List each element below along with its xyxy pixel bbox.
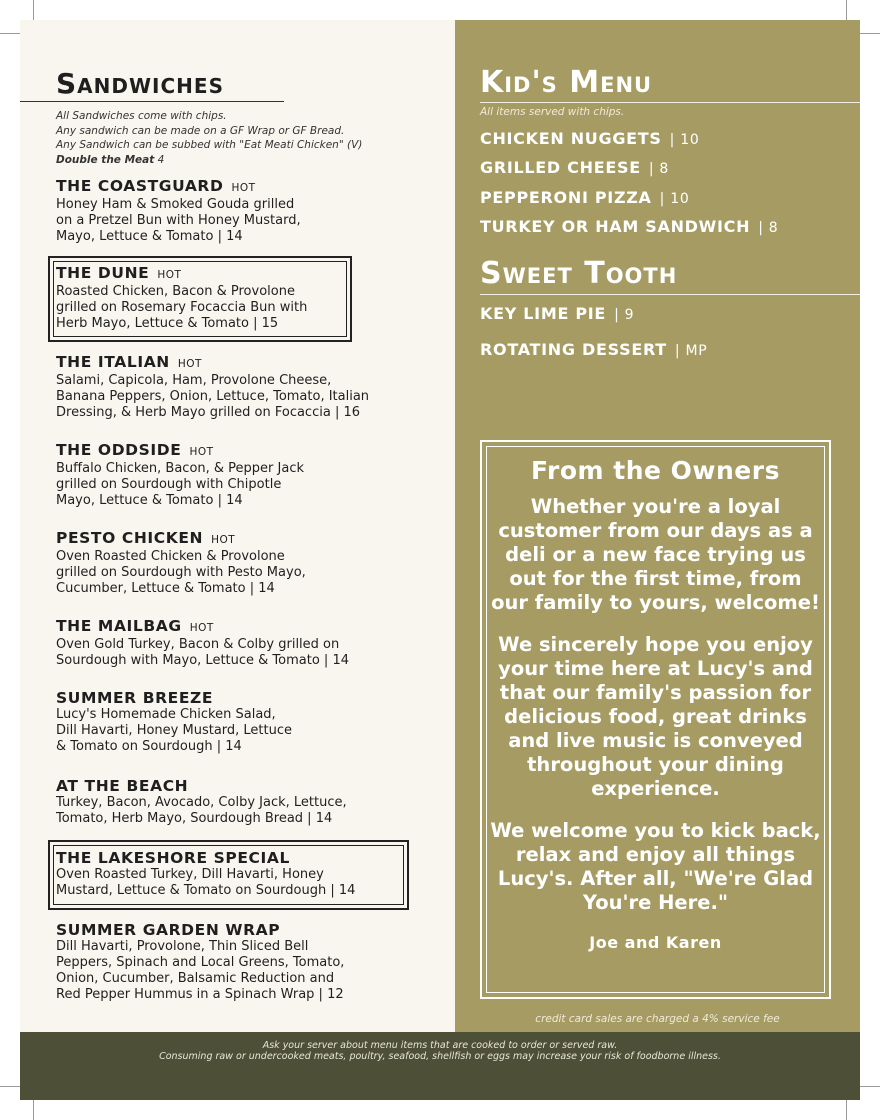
dessert-name: ROTATING DESSERT bbox=[480, 340, 667, 359]
item-name: THE MAILBAG bbox=[56, 617, 182, 635]
menu-item-coastguard bbox=[56, 177, 301, 245]
dessert-item bbox=[480, 304, 634, 323]
note-line: All Sandwiches come with chips. bbox=[56, 110, 227, 122]
kids-menu-title: Kid's Menu bbox=[480, 65, 653, 100]
desc-line: Oven Roasted Turkey, Dill Havarti, Honey bbox=[56, 867, 324, 882]
sweet-tooth-title: Sweet Tooth bbox=[480, 256, 678, 291]
desc-line: Banana Peppers, Onion, Lettuce, Tomato, Italian bbox=[56, 389, 370, 404]
hot-tag: HOT bbox=[211, 534, 236, 546]
dessert-name: KEY LIME PIE bbox=[480, 304, 607, 323]
desc-line: Dill Havarti, Provolone, Thin Sliced Bell bbox=[56, 939, 309, 954]
desc-line: Peppers, Spinach and Local Greens, Tomato, bbox=[56, 955, 345, 970]
menu-item-lakeshore-special bbox=[56, 849, 355, 899]
kids-item bbox=[480, 188, 689, 207]
item-desc bbox=[56, 461, 304, 509]
desc-line: Dressing, & Herb Mayo grilled on Focaccia | 16 bbox=[56, 405, 360, 420]
item-name: THE ODDSIDE bbox=[56, 441, 182, 459]
kids-item-name: GRILLED CHEESE bbox=[480, 158, 641, 177]
sandwiches-notes bbox=[56, 109, 362, 167]
desc-line: Buffalo Chicken, Bacon, & Pepper Jack bbox=[56, 461, 305, 476]
item-desc bbox=[56, 867, 355, 899]
hot-tag: HOT bbox=[157, 269, 182, 281]
desc-line: grilled on Rosemary Focaccia Bun with bbox=[56, 300, 308, 315]
item-desc bbox=[56, 637, 349, 669]
menu-item-mailbag bbox=[56, 617, 349, 669]
crop-mark bbox=[33, 0, 34, 20]
dessert-price: | 9 bbox=[614, 307, 635, 323]
menu-item-summer-breeze bbox=[56, 689, 292, 755]
desc-line: Honey Ham & Smoked Gouda grilled bbox=[56, 197, 295, 212]
desc-line: Mayo, Lettuce & Tomato | 14 bbox=[56, 493, 243, 508]
right-panel bbox=[455, 20, 860, 1032]
owners-paragraph: We welcome you to kick back, relax and enjoy all things Lucy's. After all, "We're Glad You're Here." bbox=[490, 819, 821, 914]
sweet-divider bbox=[480, 294, 860, 295]
dessert-price: | MP bbox=[674, 343, 708, 359]
kids-divider bbox=[480, 102, 860, 103]
item-name: THE COASTGUARD bbox=[56, 177, 224, 195]
item-name: AT THE BEACH bbox=[56, 777, 189, 795]
desc-line: on a Pretzel Bun with Honey Mustard, bbox=[56, 213, 301, 228]
kids-item-name: PEPPERONI PIZZA bbox=[480, 188, 652, 207]
crop-mark bbox=[0, 1086, 20, 1087]
item-name: THE ITALIAN bbox=[56, 353, 170, 371]
crop-mark bbox=[860, 1086, 880, 1087]
kids-note: All items served with chips. bbox=[480, 106, 625, 118]
menu-item-dune bbox=[56, 264, 307, 332]
hot-tag: HOT bbox=[189, 446, 214, 458]
double-meat-note bbox=[56, 153, 362, 168]
item-desc bbox=[56, 549, 306, 597]
crop-mark bbox=[846, 1100, 847, 1120]
kids-item-price: | 8 bbox=[758, 220, 779, 236]
hot-tag: HOT bbox=[231, 182, 256, 194]
desc-line: grilled on Sourdough with Pesto Mayo, bbox=[56, 565, 306, 580]
item-desc bbox=[56, 939, 344, 1003]
kids-item bbox=[480, 158, 669, 177]
owners-title: From the Owners bbox=[531, 456, 780, 485]
kids-item-name: CHICKEN NUGGETS bbox=[480, 129, 662, 148]
item-desc bbox=[56, 373, 369, 421]
desc-line: Salami, Capicola, Ham, Provolone Cheese, bbox=[56, 373, 332, 388]
item-desc bbox=[56, 284, 307, 332]
kids-item bbox=[480, 129, 699, 148]
dessert-item bbox=[480, 340, 707, 359]
desc-line: Red Pepper Hummus in a Spinach Wrap | 12 bbox=[56, 987, 344, 1002]
item-desc bbox=[56, 707, 292, 755]
item-name: THE LAKESHORE SPECIAL bbox=[56, 849, 290, 867]
note-line: Any Sandwich can be subbed with "Eat Meati Chicken" (V) bbox=[56, 139, 363, 151]
menu-page bbox=[20, 20, 860, 1100]
desc-line: grilled on Sourdough with Chipotle bbox=[56, 477, 282, 492]
item-name: SUMMER GARDEN WRAP bbox=[56, 921, 281, 939]
sandwiches-title: Sandwiches bbox=[56, 67, 224, 100]
desc-line: Oven Gold Turkey, Bacon & Colby grilled on bbox=[56, 637, 340, 652]
note-line: Any sandwich can be made on a GF Wrap or GF Bread. bbox=[56, 124, 345, 137]
crop-mark bbox=[33, 1100, 34, 1120]
desc-line: Roasted Chicken, Bacon & Provolone bbox=[56, 284, 295, 299]
desc-line: Cucumber, Lettuce & Tomato | 14 bbox=[56, 581, 275, 596]
item-name: SUMMER BREEZE bbox=[56, 689, 214, 707]
desc-line: Mayo, Lettuce & Tomato | 14 bbox=[56, 229, 243, 244]
desc-line: Turkey, Bacon, Avocado, Colby Jack, Lettuce, bbox=[56, 795, 347, 810]
footer-disclaimer bbox=[20, 1032, 860, 1100]
crop-mark bbox=[860, 33, 880, 34]
disclaimer-line: Ask your server about menu items that are cooked to order or served raw. bbox=[262, 1040, 618, 1051]
kids-item-price: | 8 bbox=[648, 161, 670, 177]
double-meat-price: 4 bbox=[157, 153, 165, 166]
owners-paragraph: We sincerely hope you enjoy your time here at Lucy's and that our family's passion for delicious food, great drinks and live music is conveyed throughout your dining experience. bbox=[498, 633, 813, 800]
owners-paragraph: Whether you're a loyal customer from our days as a deli or a new face trying us out for the first time, from our family to yours, welcome! bbox=[491, 495, 820, 614]
sandwiches-panel bbox=[20, 20, 455, 1032]
desc-line: Dill Havarti, Honey Mustard, Lettuce bbox=[56, 723, 293, 738]
desc-line: Sourdough with Mayo, Lettuce & Tomato | 14 bbox=[56, 653, 349, 668]
kids-item-price: | 10 bbox=[669, 132, 700, 148]
item-name: THE DUNE bbox=[56, 264, 150, 282]
item-desc bbox=[56, 197, 301, 245]
menu-item-at-the-beach bbox=[56, 777, 347, 827]
kids-item-price: | 10 bbox=[659, 191, 690, 207]
desc-line: Oven Roasted Chicken & Provolone bbox=[56, 549, 285, 564]
hot-tag: HOT bbox=[189, 622, 214, 634]
desc-line: Onion, Cucumber, Balsamic Reduction and bbox=[56, 971, 335, 986]
credit-card-note: credit card sales are charged a 4% service fee bbox=[535, 1013, 780, 1025]
owners-message-box bbox=[480, 440, 831, 999]
menu-item-italian bbox=[56, 353, 369, 421]
item-name: PESTO CHICKEN bbox=[56, 529, 204, 547]
hot-tag: HOT bbox=[177, 358, 202, 370]
menu-item-summer-garden-wrap bbox=[56, 921, 344, 1003]
desc-line: Herb Mayo, Lettuce & Tomato | 15 bbox=[56, 316, 279, 331]
kids-item-name: TURKEY OR HAM SANDWICH bbox=[480, 217, 751, 236]
crop-mark bbox=[846, 0, 847, 20]
double-meat-label: Double the Meat bbox=[56, 153, 155, 166]
desc-line: Tomato, Herb Mayo, Sourdough Bread | 14 bbox=[56, 811, 333, 826]
menu-item-pesto-chicken bbox=[56, 529, 306, 597]
desc-line: Lucy's Homemade Chicken Salad, bbox=[56, 707, 276, 722]
kids-item bbox=[480, 217, 778, 236]
crop-mark bbox=[0, 33, 20, 34]
menu-item-oddside bbox=[56, 441, 304, 509]
sandwiches-divider bbox=[20, 101, 284, 102]
item-desc bbox=[56, 795, 347, 827]
disclaimer-line: Consuming raw or undercooked meats, poultry, seafood, shellfish or eggs may increase your risk of foodborne illness. bbox=[159, 1051, 721, 1062]
desc-line: Mustard, Lettuce & Tomato on Sourdough | 14 bbox=[56, 883, 356, 898]
owners-signature: Joe and Karen bbox=[589, 933, 722, 952]
desc-line: & Tomato on Sourdough | 14 bbox=[56, 739, 242, 754]
